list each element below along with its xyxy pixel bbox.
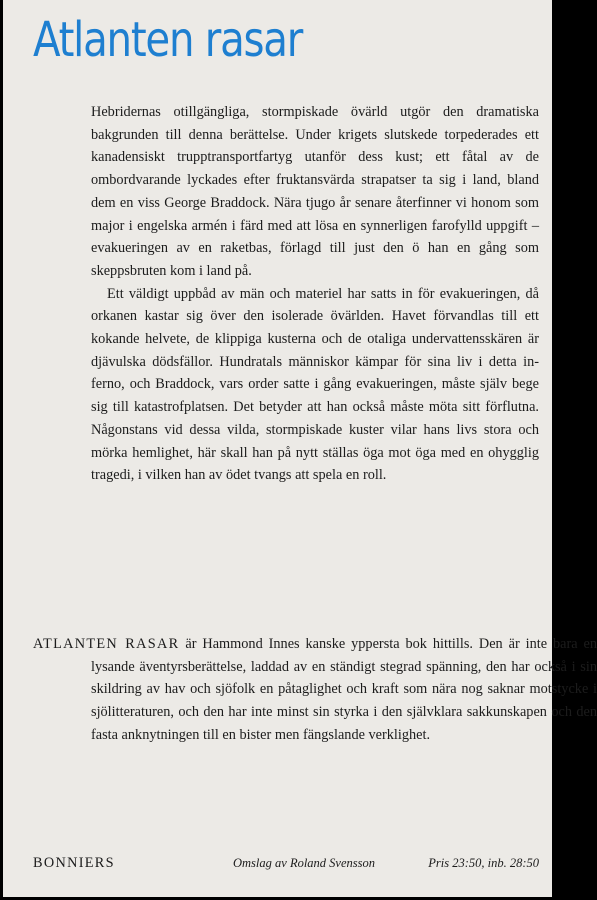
book-title: Atlanten rasar [33, 12, 303, 68]
back-cover [3, 0, 597, 897]
price-info: Pris 23:50, inb. 28:50 [428, 856, 539, 870]
synopsis-paragraph-2: Ett väldigt uppbåd av män och materiel har satts in för evakueringen, då orkanen kastar sig över den isolerade övärlden. Havet förvandlas till ett kokande helvete, de klippiga kusterna och de otaliga undervattensskären är djävulska dödsfällor. Hundratals människor kämpar för sina liv i detta inferno, och Braddock, vars order satte i gång evakueringen, måste själv bege sig till katastrofplatsen. Det betyder att han också måste möta sitt förflutna. Någonstans vid dessa vilda, stormpiskade kuster vilar hans livs stora och mörka hemlighet, här skall han på nytt ställas öga mot öga med en ohygglig tragedi, i vilken han av ödet tvangs att spela en roll. [91, 285, 539, 484]
cover-credit: Omslag av Roland Svensson [233, 856, 375, 870]
publisher-name: BONNIERS [33, 855, 115, 871]
synopsis [91, 101, 539, 487]
blurb-text: är Hammond Innes kanske yppersta bok hittills. Den är inte bara en lysande äventyrsberättelse, laddad av en ständigt stegrad spänning, den har också i sin skildring av hav och sjöfolk en påtaglighet och kraft som nära nog saknar motstycke i sjölitteraturen, och den har inte minst sin styrka i den självklara sakkunskapen och den fasta anknytningen till en bister men fängslande verklighet. [91, 636, 597, 743]
footer [33, 855, 539, 879]
praise-blurb [33, 633, 597, 747]
synopsis-paragraph-1: Hebridernas otillgängliga, stormpiskade övärld utgör den dramatiska bakgrunden till denna berättelse. Under krigets slutskede torpederades ett kanadensiskt trupptransportfartyg utanför dess kust; ett fåtal av de ombordvarande lyckades efter fruktansvärda strapatser ta sig i land, bland dem en viss George Braddock. Nära tjugo år senare återfinner vi honom som major i engelska armén i färd med att lösa en synnerligen farofylld uppgift – evakueringen av en raketbas, förlagd till just den ö han en gång som skeppsbruten kom i land på. [91, 104, 539, 279]
blurb-book-title: ATLANTEN RASAR [33, 636, 180, 652]
